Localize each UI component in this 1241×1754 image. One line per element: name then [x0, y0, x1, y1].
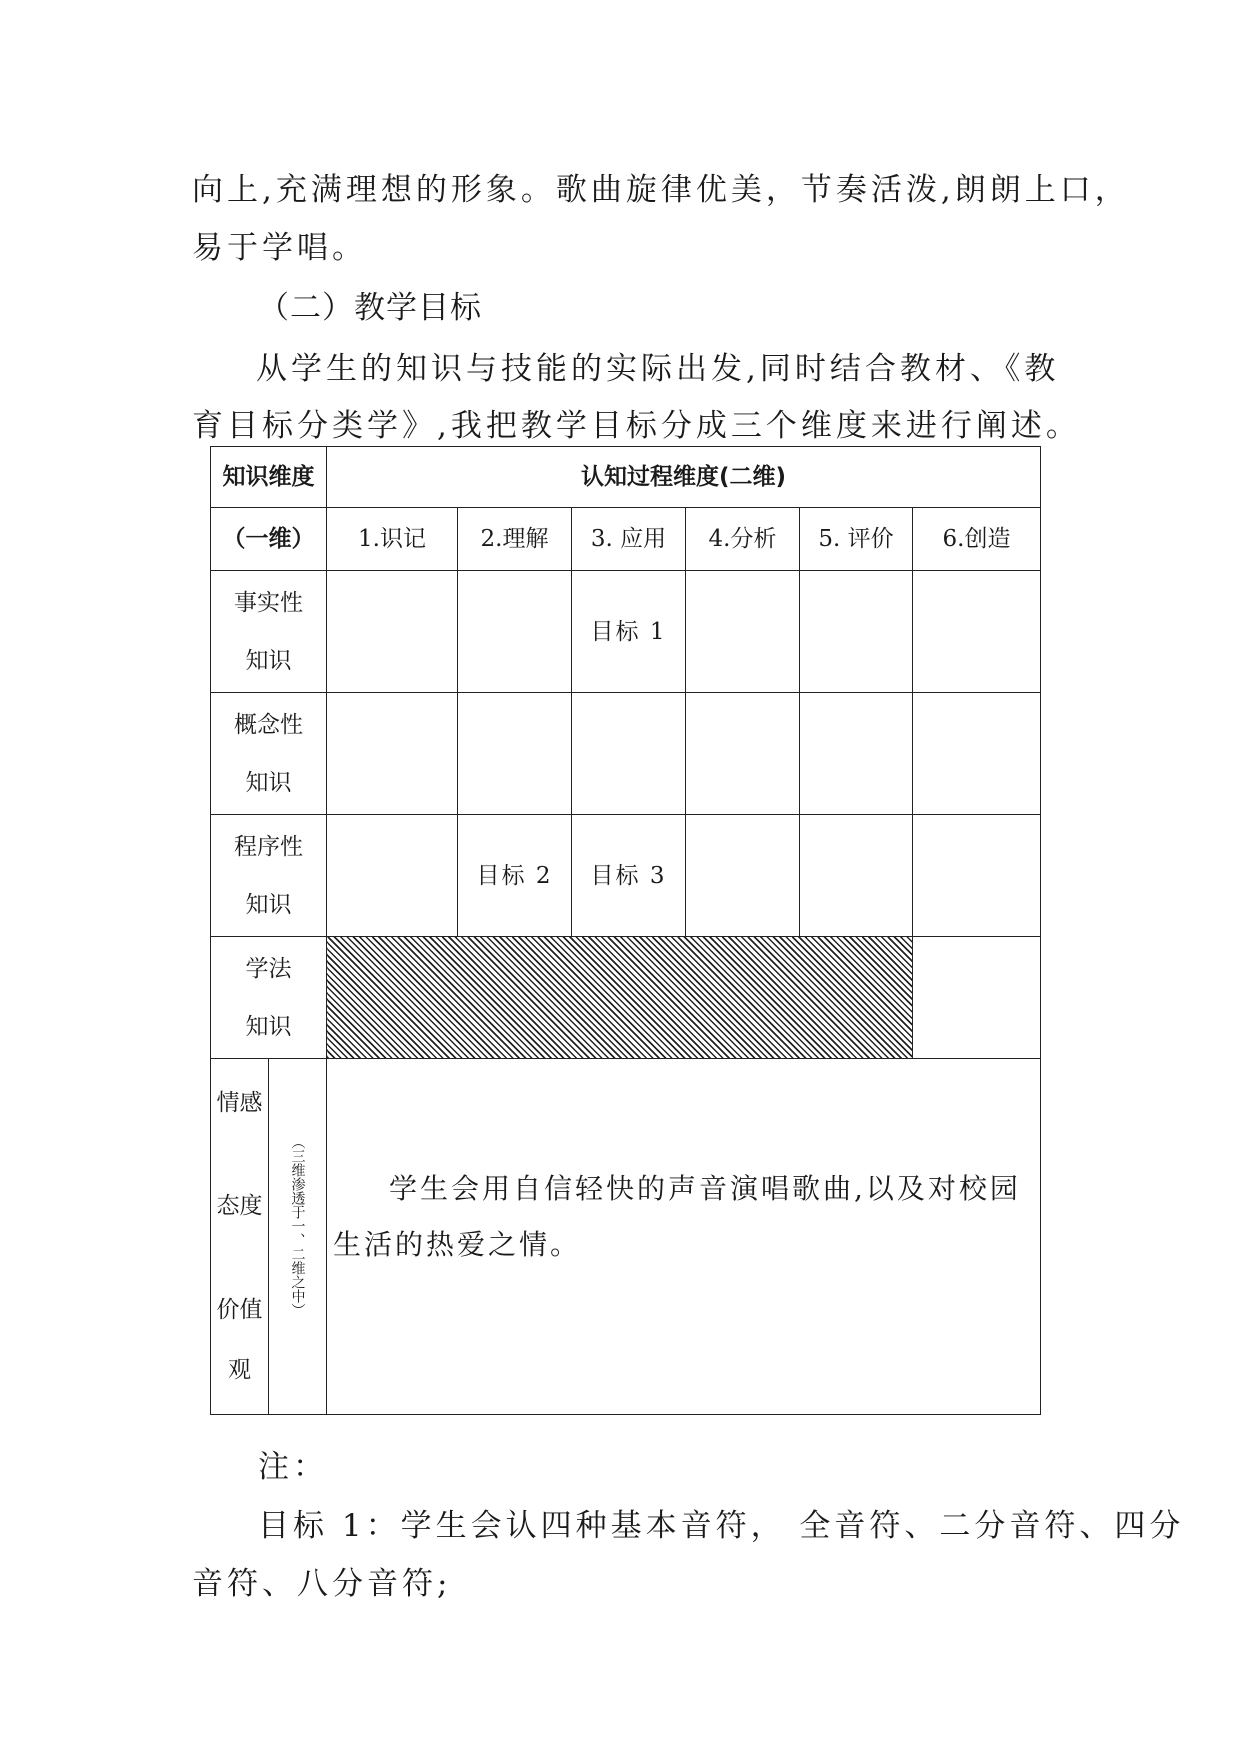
table-cell [572, 693, 686, 815]
vertical-note: （三维渗透于一、二维之中） [289, 1134, 306, 1317]
column-header: 5. 评价 [800, 508, 913, 571]
paragraph-line: 向上,充满理想的形象。歌曲旋律优美，节奏活泼,朗朗上口， [192, 172, 1130, 208]
table-cell [800, 571, 913, 693]
column-header: 3. 应用 [572, 508, 686, 571]
row-label: 学法 知识 [211, 937, 327, 1059]
teaching-goals-table [210, 446, 1041, 1415]
note-line: 音符、八分音符; [192, 1566, 452, 1602]
row-label: 事实性 知识 [211, 571, 327, 693]
table-cell [913, 693, 1041, 815]
table-cell [327, 693, 458, 815]
table-cell [913, 571, 1041, 693]
hatched-area [327, 937, 913, 1059]
note-line: 目标 1：学生会认四种基本音符， 全音符、二分音符、四分 [258, 1508, 1185, 1544]
table-cell [327, 571, 458, 693]
table-cell [913, 815, 1041, 937]
dimension2-title: 认知过程维度(二维) [327, 447, 1041, 508]
emotion-content: 学生会用自信轻快的声音演唱歌曲,以及对校园生活的热爱之情。 [327, 1059, 1041, 1415]
corner-header-bottom: （一维） [211, 508, 327, 571]
column-header: 4.分析 [686, 508, 800, 571]
row-label: 概念性 知识 [211, 693, 327, 815]
table-cell [458, 571, 572, 693]
table-row [211, 1059, 1041, 1415]
corner-header-top: 知识维度 [211, 447, 327, 508]
table-cell [327, 815, 458, 937]
table-cell [800, 693, 913, 815]
table-cell [686, 693, 800, 815]
table-cell [913, 937, 1041, 1059]
table-cell [800, 815, 913, 937]
column-header: 6.创造 [913, 508, 1041, 571]
table-row [211, 815, 1041, 937]
section-heading: （二）教学目标 [258, 290, 482, 326]
emotion-row-label: 情感 态度 价值 观 [211, 1059, 269, 1415]
paragraph-line: 从学生的知识与技能的实际出发,同时结合教材、《教 [256, 351, 1060, 387]
goal-cell: 目标 2 [458, 815, 572, 937]
table-row [211, 693, 1041, 815]
goal-cell: 目标 1 [572, 571, 686, 693]
column-header: 1.识记 [327, 508, 458, 571]
row-label: 程序性 知识 [211, 815, 327, 937]
paragraph-line: 育目标分类学》,我把教学目标分成三个维度来进行阐述。 [192, 408, 1081, 444]
goal-cell: 目标 3 [572, 815, 686, 937]
vertical-note-cell [269, 1059, 327, 1415]
table-row [211, 571, 1041, 693]
table-row [211, 937, 1041, 1059]
table-cell [686, 571, 800, 693]
paragraph-line: 易于学唱。 [192, 230, 367, 266]
table-cell [686, 815, 800, 937]
table-cell [458, 693, 572, 815]
column-header: 2.理解 [458, 508, 572, 571]
note-heading: 注： [258, 1449, 328, 1485]
